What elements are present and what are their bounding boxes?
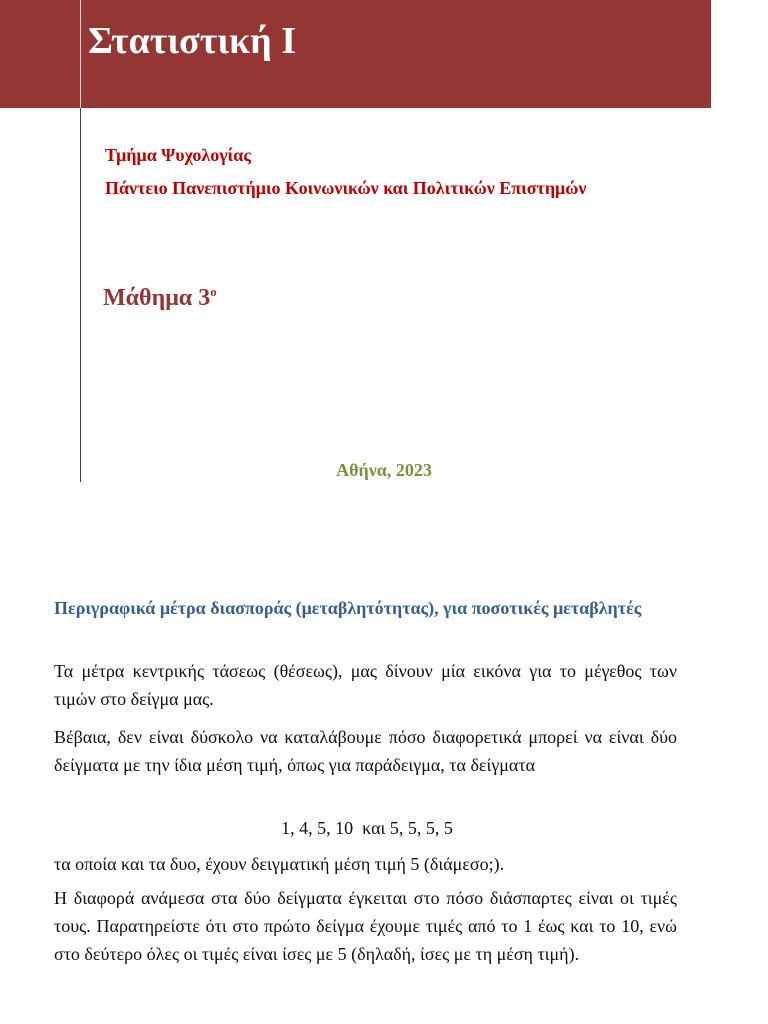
- lesson-ordinal-suffix: ο: [210, 284, 217, 299]
- lesson-title: [103, 283, 217, 313]
- lesson-label: Μάθημα 3: [103, 285, 211, 311]
- section-heading: Περιγραφικά μέτρα διασποράς (μεταβλητότητας), για ποσοτικές μεταβλητές: [54, 598, 642, 618]
- margin-rule: [80, 108, 81, 482]
- department-name: Τμήμα Ψυχολογίας: [105, 145, 251, 165]
- samples-line: 1, 4, 5, 10 και 5, 5, 5, 5: [281, 818, 453, 838]
- university-name: Πάντειο Πανεπιστήμιο Κοινωνικών και Πολιτικών Επιστημών: [105, 178, 587, 198]
- paragraph-two-samples: Βέβαια, δεν είναι δύσκολο να καταλάβουμε πόσο διαφορετικά μπορεί να είναι δύο δείγματα με την ίδια μέση τιμή, όπως για παράδειγμα, τα δείγματα: [54, 727, 677, 775]
- paragraph-central-tendency: Τα μέτρα κεντρικής τάσεως (θέσεως), μας δίνουν μία εικόνα για το μέγεθος των τιμών στο δείγμα μας.: [54, 661, 677, 709]
- document-title: Στατιστική Ι: [88, 20, 296, 62]
- banner-rule: [80, 0, 81, 108]
- paragraph-dispersion: Η διαφορά ανάμεσα στα δύο δείγματα έγκειται στο πόσο διάσπαρτες είναι οι τιμές τους. Παρατηρείστε ότι στο πρώτο δείγμα έχουμε τιμές από το 1 έως και το 10, ενώ στο δεύτερο όλες οι τιμές είναι ίσες με 5 (δηλαδή, ίσες με τη μέση τιμή).: [54, 888, 677, 964]
- place-date: Αθήνα, 2023: [336, 460, 432, 480]
- paragraph-sample-mean: τα οποία και τα δυο, έχουν δειγματική μέση τιμή 5 (διάμεσο;).: [54, 854, 505, 874]
